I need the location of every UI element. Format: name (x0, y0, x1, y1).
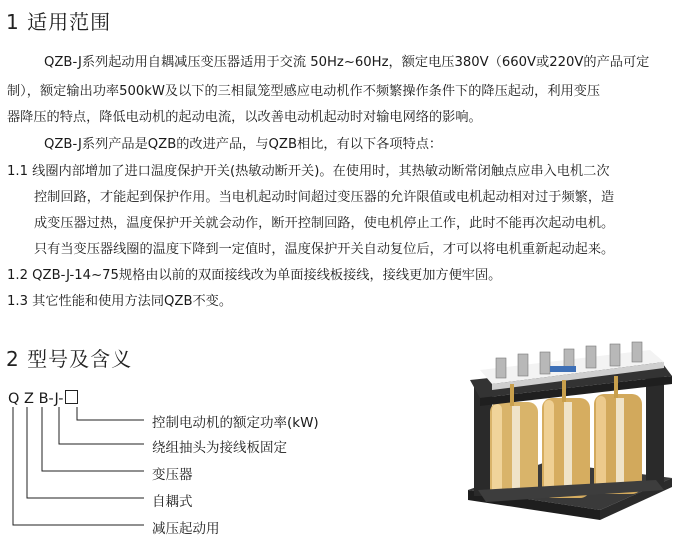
item2: 1.2 QZB-J-14~75规格由以前的双面接线改为单面接线板接线，接线更加方便牢固。 (7, 268, 502, 283)
transformer-product-image (450, 340, 686, 536)
item1-line1: 1.1 线圈内部增加了进口温度保护开关(热敏动断开关)。在使用时，其热敏动断常闭触点应串入电机二次 (7, 164, 610, 179)
model-code-text: Q Z B-J- (8, 391, 64, 407)
item1-line4: 只有当变压器线圈的温度下降到一定值时，温度保护开关自动复位后，才可以将电机重新起动起来。 (34, 242, 615, 257)
legend-item-1: 控制电动机的额定功率(kW) (152, 415, 319, 431)
legend-item-4: 自耦式 (152, 494, 193, 510)
item1-line2: 控制回路，才能起到保护作用。当电机起动时间超过变压器的允许限值或电机起动相对过于频繁，造 (34, 190, 615, 205)
legend-item-2: 绕组抽头为接线板固定 (152, 440, 287, 456)
section1-title: 1 适用范围 (6, 10, 112, 34)
legend-item-5: 减压起动用 (152, 521, 220, 537)
para2: QZB-J系列产品是QZB的改进产品，与QZB相比，有以下各项特点： (44, 137, 443, 152)
para1-line2: 制），额定输出功率500kW及以下的三相鼠笼型感应电动机作不频繁操作条件下的降压起动，利用变压 (7, 84, 601, 99)
para1-line3: 器降压的特点，降低电动机的起动电流，以改善电动机起动时对输电网络的影响。 (7, 110, 482, 125)
item3: 1.3 其它性能和使用方法同QZB不变。 (7, 294, 233, 309)
section2-title: 2 型号及含义 (6, 347, 133, 371)
item1-line3: 成变压器过热，温度保护开关就会动作，断开控制回路，使电机停止工作，此时不能再次起动电机。 (34, 216, 615, 231)
legend-item-3: 变压器 (152, 467, 193, 483)
para1-line1: QZB-J系列起动用自耦减压变压器适用于交流 50Hz~60Hz，额定电压380V（660V或220V的产品可定 (44, 55, 650, 70)
